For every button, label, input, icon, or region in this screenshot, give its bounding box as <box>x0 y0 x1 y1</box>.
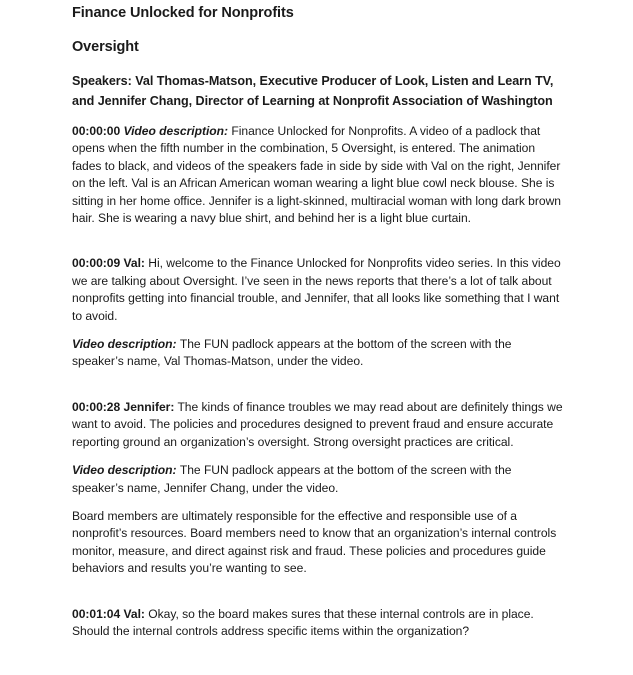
transcript-entry <box>72 255 565 325</box>
document-subtitle: Oversight <box>72 39 139 55</box>
transcript-block <box>72 399 565 578</box>
paragraph-text: Finance Unlocked for Nonprofits. A video of a padlock that opens when the fifth number in the combination, 5 Oversight, is entered. The animation fades to black, and videos of the speakers fade in side by side with Val on the right, Jennifer on the left. Val is an African American woman wearing a light blue cowl neck blouse. She is sitting in her home office. Jennifer is a light-skinned, multiracial woman with long dark brown hair. She is wearing a navy blue shirt, and behind her is a light blue curtain. <box>72 124 561 226</box>
timecode: 00:00:00 <box>72 124 121 138</box>
transcript-entry <box>72 399 565 451</box>
video-description-label: Video description: <box>123 124 229 138</box>
page-title: Finance Unlocked for Nonprofits <box>72 5 294 21</box>
paragraph-text: The FUN padlock appears at the bottom of the screen with the speaker’s name, Val Thomas-Matson, under the video. <box>72 337 512 369</box>
timecode: 00:00:28 <box>72 399 121 414</box>
continuation-paragraph <box>72 508 565 578</box>
timecode: 00:00:09 <box>72 256 121 271</box>
paragraph-text: The FUN padlock appears at the bottom of the screen with the speaker’s name, Jennifer Chang, under the video. <box>72 463 512 495</box>
transcript-entry <box>72 123 565 227</box>
video-description-label: Video description: <box>72 337 177 352</box>
paragraph-text: The kinds of finance troubles we may read about are definitely things we want to avoid. The policies and procedures designed to prevent fraud and ensure accurate reporting ground an organization’s oversight. Strong oversight practices are critical. <box>72 399 563 449</box>
paragraph-text: Okay, so the board makes sures that these internal controls are in place. Should the internal controls address specific items within the organization? <box>72 606 534 638</box>
video-description-label: Video description: <box>72 463 177 478</box>
transcript-block <box>72 123 565 227</box>
transcript-body <box>72 123 565 640</box>
timecode: 00:01:04 <box>72 606 121 621</box>
paragraph-text: Hi, welcome to the Finance Unlocked for Nonprofits video series. In this video we are talking about Oversight. I’ve seen in the news reports that there’s a lot of talk about nonprofits getting into financial trouble, and Jennifer, that all looks like something that I want to avoid. <box>72 256 561 323</box>
transcript-block <box>72 606 565 641</box>
transcript-block <box>72 255 565 370</box>
paragraph-text: Board members are ultimately responsible for the effective and responsible use of a nonprofit’s resources. Board members need to know that an organization’s internal controls monitor, measure, and direct against risk and fraud. These policies and procedures guide behaviors and results you’re wanting to see. <box>72 508 557 576</box>
speaker-label: Val: <box>123 256 145 271</box>
speaker-label: Jennifer: <box>123 399 175 414</box>
transcript-entry <box>72 606 565 641</box>
video-description-entry <box>72 336 565 371</box>
speaker-label: Val: <box>123 606 145 621</box>
video-description-entry <box>72 462 565 497</box>
speakers-heading: Speakers: Val Thomas-Matson, Executive Producer of Look, Listen and Learn TV, and Jennifer Chang, Director of Learning at Nonprofit Association of Washington <box>72 74 554 108</box>
